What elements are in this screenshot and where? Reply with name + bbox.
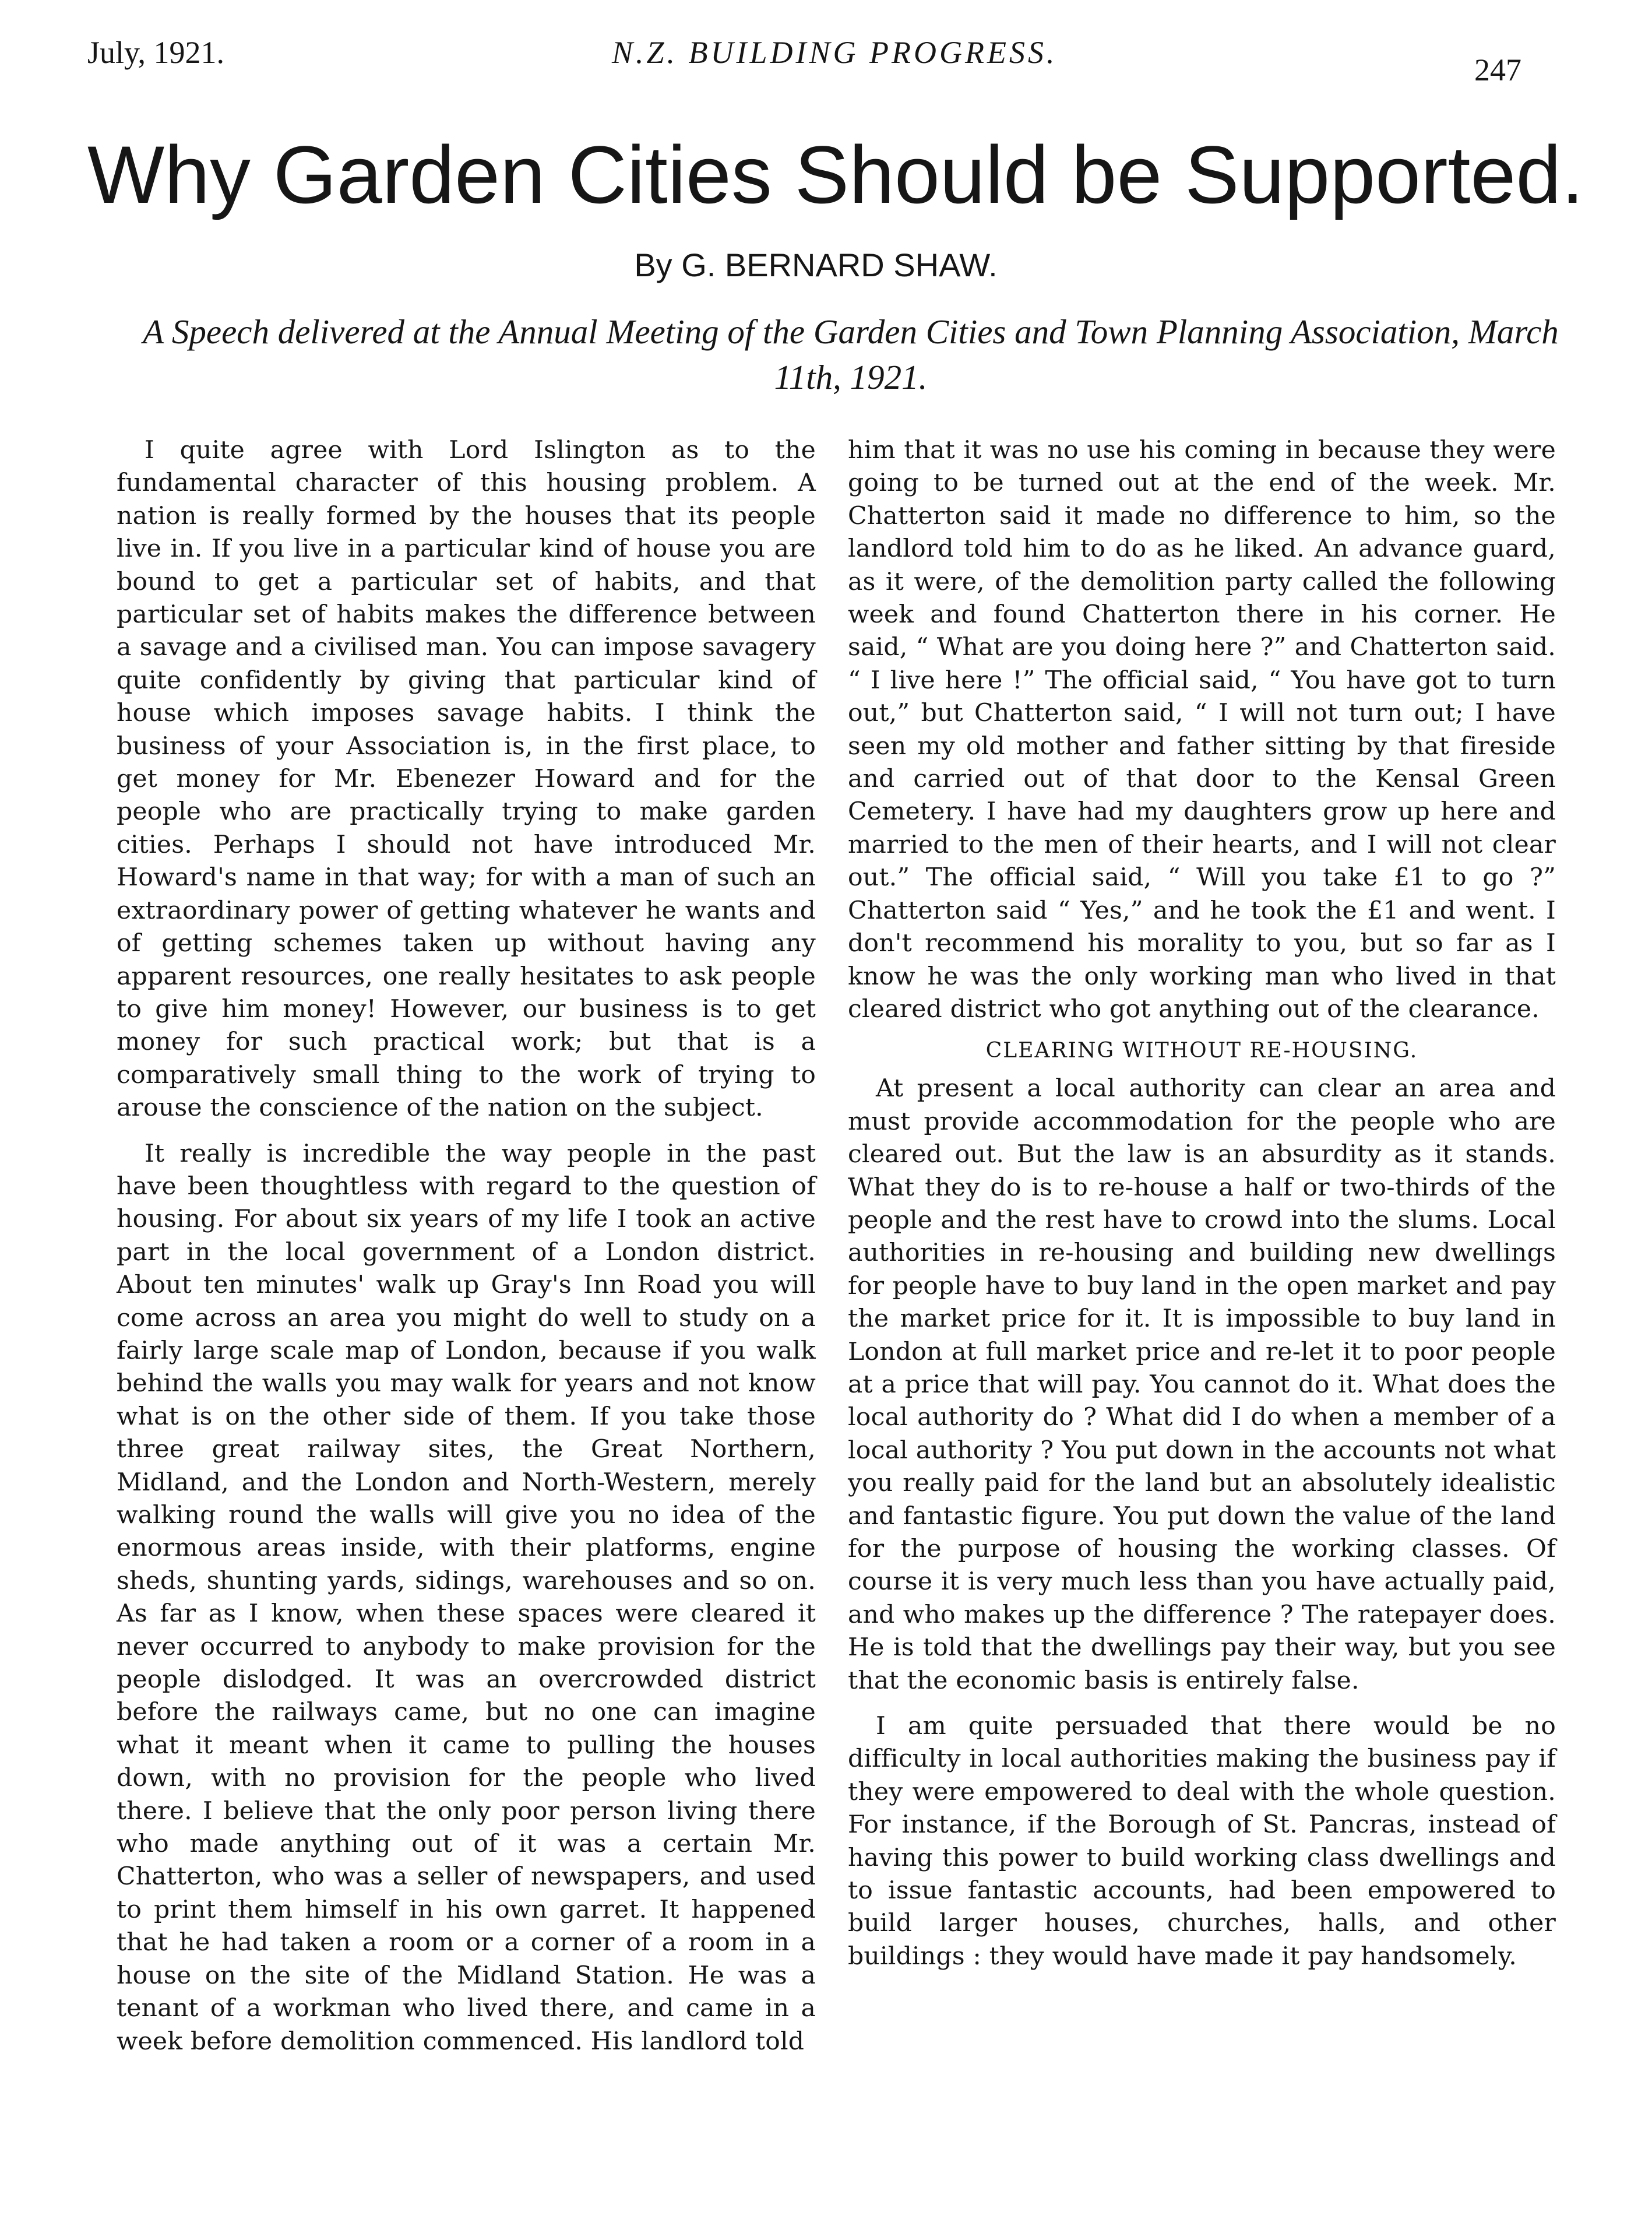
paragraph: I quite agree with Lord Islington as to the fundamental character of this housing problem. A nation is really formed by the houses that its people live in. If you live in a particular kind of house you are bound to get a particular set of habits, and that particular set of habits makes the difference between a savage and a civilised man. You can impose savagery quite confidently by giving that particular kind of house which imposes savage habits. I think the business of your Association is, in the first place, to get money for Mr. Ebenezer Howard and for the people who are practically trying to make garden cities. Perhaps I should not have introduced Mr. Howard's name in that way; for with a man of such an extraordinary power of getting whatever he wants and of getting schemes taken up without having any apparent resources, one really hesitates to ask people to give him money! However, our business is to get money for such practical work; but that is a comparatively small thing to the work of trying to arouse the conscience of the nation on the subject. [117,436,816,1123]
article-byline: By G. BERNARD SHAW. [634,247,998,283]
paragraph: At present a local authority can clear an area and must provide accommodation for the people who are cleared out. But the law is an absurdity as it stands. What they do is to re-house a half or two-thirds of the people and the rest have to crowd into the slums. Local authorities in re-housing and building new dwellings for people have to buy land in the open market and pay the market price for it. It is impossible to buy land in London at full market price and re-let it to poor people at a price that will pay. You cannot do it. What does the local authority do ? What did I do when a member of a local authority ? You put down in the accounts not what you really paid for the land but an absolutely idealistic and fantastic figure. You put down the value of the land for the purpose of housing the working classes. Of course it is very much less than you have actually paid, and who makes up the difference ? The ratepayer does. He is told that the dwellings pay their way, but you see that the economic basis is entirely false. [848,1074,1556,1695]
paragraph-continuation: him that it was no use his coming in because they were going to be turned out at the end of the week. Mr. Chatterton said it made no difference to him, so the landlord told him to do as he liked. An advance guard, as it were, of the demolition party called the following week and found Chatterton there in his corner. He said, “ What are you doing here ?” and Chatterton said. “ I live here !” The official said, “ You have got to turn out,” but Chatterton said, “ I will not turn out; I have seen my old mother and father sitting by that fireside and carried out of that door to the Kensal Green Cemetery. I have had my daughters grow up here and married to the men of their hearts, and I will not clear out.” The official said, “ Will you take £1 to go ?” Chatterton said “ Yes,” and he took the £1 and went. I don't recommend his morality to you, but so far as I know he was the only working man who lived in that cleared district who got anything out of the clearance. [848,436,1556,1024]
page-number: 247 [1474,52,1521,87]
article-subtitle: A Speech delivered at the Annual Meeting of the Garden Cities and Town Planning Association, March 11th, 1921. [143,312,1559,396]
article-title: Why Garden Cities Should be Supported. [87,129,1584,220]
paragraph: I am quite persuaded that there would be no difficulty in local authorities making the business pay if they were empowered to deal with the whole question. For instance, if the Borough of St. Pancras, instead of having this power to build working class dwellings and to issue fantastic accounts, had been empowered to build larger houses, churches, halls, and other buildings : they would have made it pay handsomely. [848,1712,1556,1971]
issue-date: July, 1921. [87,35,225,70]
paragraph: It really is incredible the way people in the past have been thoughtless with regard to the question of housing. For about six years of my life I took an active part in the local government of a London district. About ten minutes' walk up Gray's Inn Road you will come across an area you might do well to study on a fairly large scale map of London, because if you walk behind the walls you may walk for years and not know what is on the other side of them. If you take those three great railway sites, the Great Northern, Midland, and the London and North-Western, merely walking round the walls will give you no idea of the enormous areas inside, with their platforms, engine sheds, shunting yards, sidings, warehouses and so on. As far as I know, when these spaces were cleared it never occurred to anybody to make provision for the people dislodged. It was an overcrowded district before the railways came, but no one can imagine what it meant when it came to pulling the houses down, with no provision for the people who lived there. I believe that the only poor person living there who made anything out of it was a certain Mr. Chatterton, who was a seller of newspapers, and used to print them himself in his own garret. It happened that he had taken a room or a corner of a room in a house on the site of the Midland Station. He was a tenant of a workman who lived there, and came in a week before demolition commenced. His landlord told [117,1139,816,2056]
section-heading: CLEARING WITHOUT RE-HOUSING. [985,1039,1418,1063]
magazine-name: N.Z. BUILDING PROGRESS. [612,35,1058,70]
right-column [848,434,1556,1973]
left-column [117,434,816,2058]
